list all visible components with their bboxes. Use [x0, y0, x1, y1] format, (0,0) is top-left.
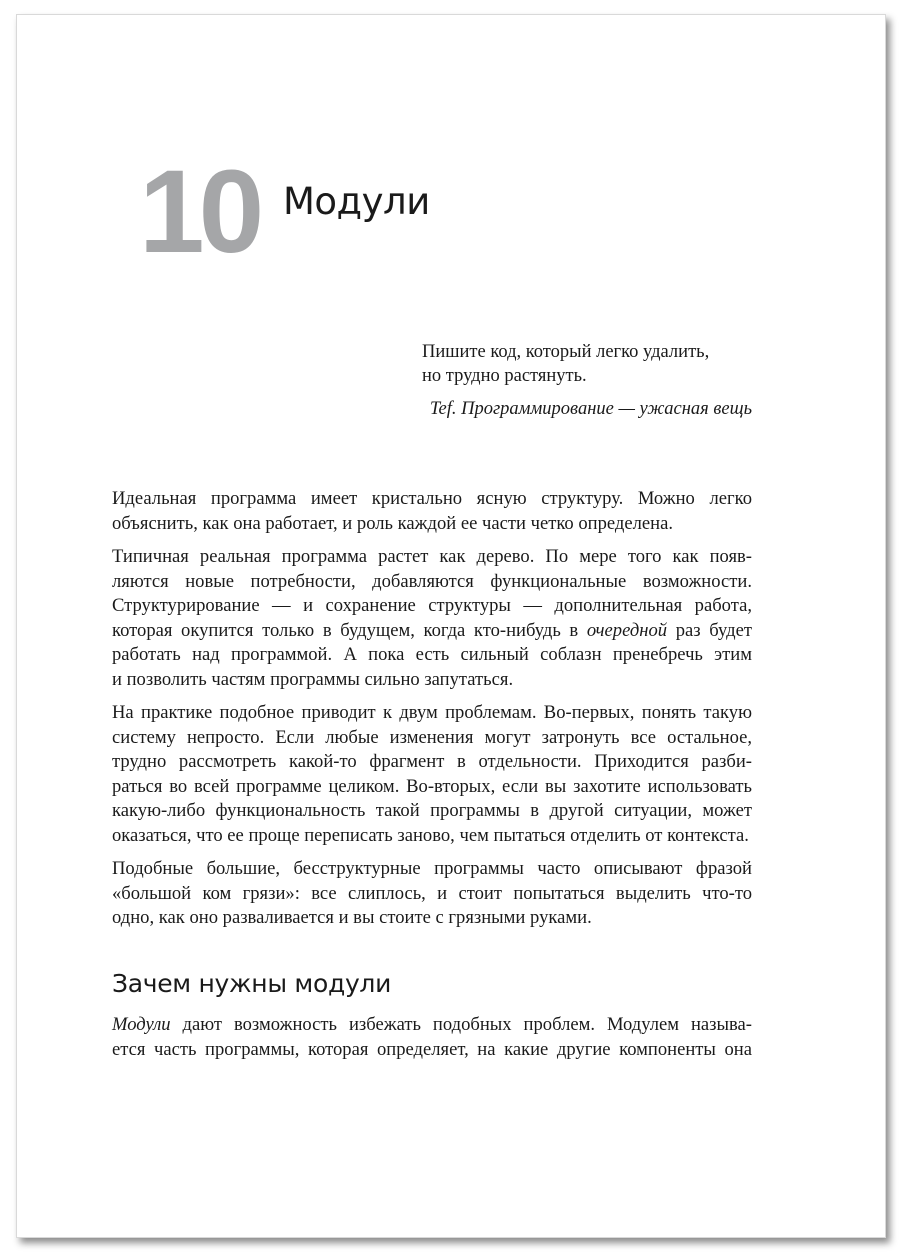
text-line: раться во всей программе целиком. Во-вторых, если вы захотите использовать — [112, 775, 752, 797]
text-line: какую-либо функциональность такой программы в другой ситуации, может — [112, 800, 752, 821]
text-line: ляются новые потребности, добавляются функциональные возможности. — [112, 570, 752, 592]
emphasis: Модули — [112, 1014, 171, 1035]
epigraph-quote — [422, 340, 762, 388]
emphasis: очередной — [586, 619, 668, 641]
text-line: трудно рассмотреть какой-то фрагмент в отдельности. Приходится разби- — [112, 751, 752, 772]
epigraph-line: но трудно растянуть. — [422, 366, 587, 386]
text-line: систему непросто. Если любые изменения могут затронуть все остальное, — [112, 726, 752, 748]
paragraph — [112, 1013, 752, 1062]
paragraph — [112, 487, 752, 536]
text-line: «большой ком грязи»: все слиплось, и стоит попытаться выделить что-то — [112, 882, 752, 904]
text-line: На практике подобное приводит к двум проблемам. Во-первых, понять такую — [112, 702, 752, 723]
text-line: Идеальная программа имеет кристально ясную структуру. Можно легко — [112, 488, 752, 509]
chapter-body — [112, 487, 752, 1071]
text-segment: раз будет — [667, 619, 752, 641]
section-heading: Зачем нужны модули — [112, 968, 392, 998]
text-line: Типичная реальная программа растет как дерево. По мере того как появ- — [112, 546, 752, 567]
chapter-number: 10 — [139, 146, 259, 278]
text-line: Структурирование — и сохранение структуры — дополнительная работа, — [112, 595, 752, 616]
text-segment: дают возможность избежать подобных проблем. Модулем называ- — [170, 1014, 752, 1035]
text-line: и позволить частям программы сильно запутаться. — [112, 668, 514, 690]
text-segment: которая окупится только в будущем, когда кто-нибудь в — [112, 619, 579, 641]
paragraph — [112, 701, 752, 848]
text-line: объяснить, как она работает, и роль каждой ее части четко определена. — [112, 512, 674, 534]
text-line: ется часть программы, которая определяет, на какие другие компоненты она — [112, 1038, 752, 1060]
text-line: Подобные большие, бесструктурные программы часто описывают фразой — [112, 858, 752, 879]
chapter-title: Модули — [283, 180, 430, 223]
epigraph — [422, 340, 762, 421]
epigraph-source: Tef. Программирование — ужасная вещь — [429, 399, 752, 419]
epigraph-line: Пишите код, который легко удалить, — [422, 342, 710, 362]
text-line: работать над программой. А пока есть сильный соблазн пренебречь этим — [112, 644, 752, 665]
text-line: одно, как оно разваливается и вы стоите с грязными руками. — [112, 907, 592, 928]
paragraph — [112, 545, 752, 692]
paragraph — [112, 857, 752, 931]
text-line-with-emphasis — [112, 1013, 752, 1038]
text-line-with-emphasis — [112, 619, 752, 644]
text-line: оказаться, что ее проще переписать заново, чем пытаться отделить от контекста. — [112, 824, 749, 846]
